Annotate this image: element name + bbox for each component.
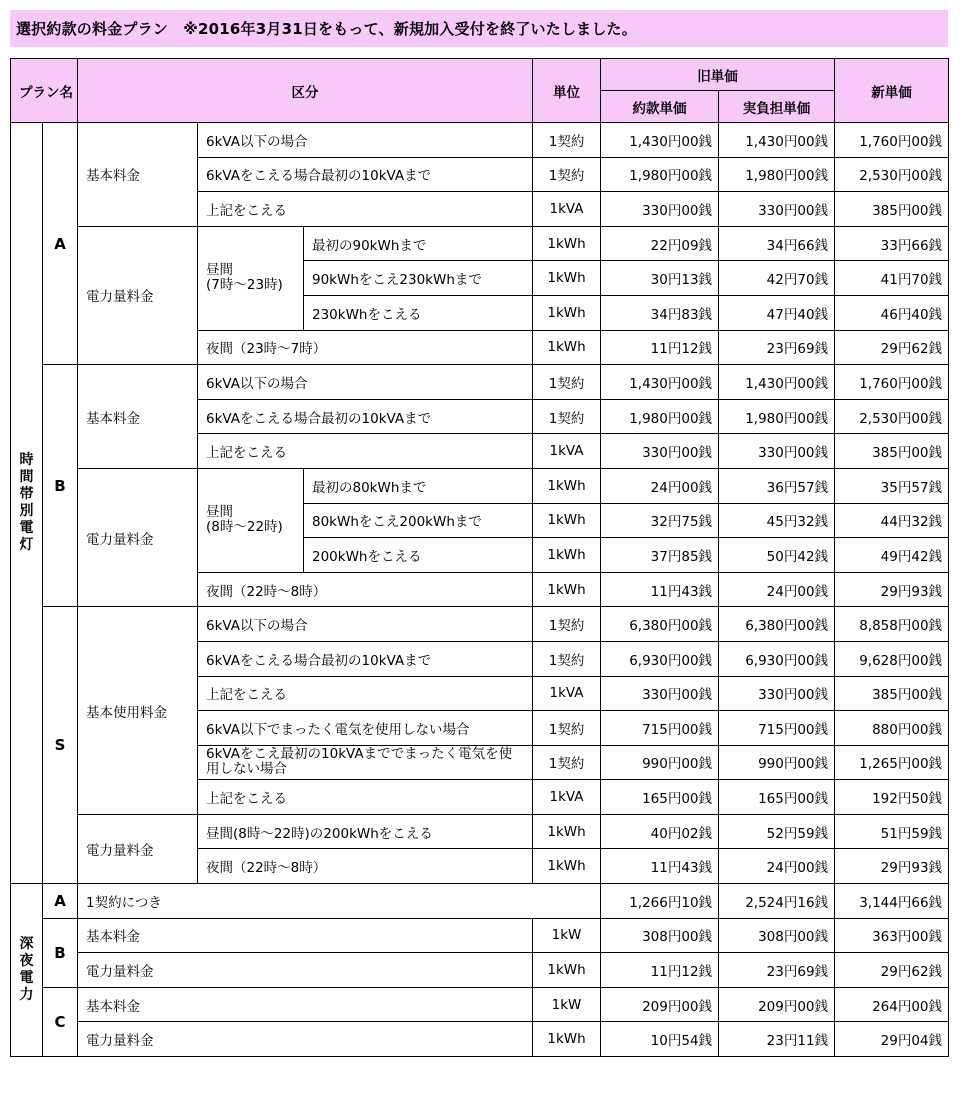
row-actual-price: 1,430円00銭	[719, 365, 835, 400]
row-unit: 1kWh	[533, 849, 601, 884]
row-new-price: 264円00銭	[835, 987, 949, 1022]
row-unit: 1kW	[533, 987, 601, 1022]
row-contract-price: 32円75銭	[601, 503, 719, 538]
row-contract-price: 990円00銭	[601, 745, 719, 780]
category-late-night: 深夜電力	[11, 884, 43, 1057]
row-new-price: 880円00銭	[835, 711, 949, 746]
row-contract-price: 165円00銭	[601, 780, 719, 815]
row-unit: 1契約	[533, 157, 601, 192]
row-description: 昼間(8時～22時)の200kWhをこえる	[198, 814, 533, 849]
row-unit: 1kWh	[533, 1022, 601, 1057]
row-actual-price: 308円00銭	[719, 918, 835, 953]
row-contract-price: 1,980円00銭	[601, 399, 719, 434]
row-contract-price: 30円13銭	[601, 261, 719, 296]
row-new-price: 385円00銭	[835, 676, 949, 711]
row-new-price: 2,530円00銭	[835, 399, 949, 434]
row-contract-price: 330円00銭	[601, 434, 719, 469]
plan-label: B	[43, 365, 78, 607]
plan-label: S	[43, 607, 78, 884]
row-unit: 1kW	[533, 918, 601, 953]
row-actual-price: 1,430円00銭	[719, 123, 835, 158]
row-new-price: 35円57銭	[835, 468, 949, 503]
row-new-price: 385円00銭	[835, 192, 949, 227]
row-actual-price: 6,380円00銭	[719, 607, 835, 642]
row-description: 最初の90kWhまで	[304, 226, 533, 261]
row-new-price: 1,265円00銭	[835, 745, 949, 780]
daytime-label: 昼間 (8時～22時)	[206, 504, 283, 536]
plan-label: B	[43, 918, 78, 987]
table-row	[11, 987, 949, 1022]
table-row	[11, 365, 949, 400]
row-unit: 1kVA	[533, 192, 601, 227]
row-contract-price: 11円12銭	[601, 953, 719, 988]
table-row	[11, 918, 949, 953]
plan-label: A	[43, 884, 78, 919]
row-contract-price: 1,430円00銭	[601, 365, 719, 400]
row-contract-price: 330円00銭	[601, 192, 719, 227]
tariff-table	[10, 58, 949, 1057]
table-row	[11, 953, 949, 988]
row-description: 基本料金	[78, 987, 533, 1022]
row-new-price: 29円93銭	[835, 572, 949, 607]
row-contract-price: 22円09銭	[601, 226, 719, 261]
row-description: 6kVA以下の場合	[198, 123, 533, 158]
row-contract-price: 6,380円00銭	[601, 607, 719, 642]
row-new-price: 1,760円00銭	[835, 123, 949, 158]
row-actual-price: 6,930円00銭	[719, 641, 835, 676]
row-subgroup-label	[198, 468, 304, 572]
row-actual-price: 50円42銭	[719, 538, 835, 573]
row-actual-price: 24円00銭	[719, 849, 835, 884]
row-actual-price: 165円00銭	[719, 780, 835, 815]
row-new-price: 51円59銭	[835, 814, 949, 849]
row-contract-price: 10円54銭	[601, 1022, 719, 1057]
table-row	[11, 226, 949, 261]
category-time-of-use: 時間帯別電灯	[11, 123, 43, 884]
row-group-label: 基本使用料金	[78, 607, 198, 815]
row-actual-price: 36円57銭	[719, 468, 835, 503]
row-group-label: 電力量料金	[78, 468, 198, 606]
row-contract-price: 715円00銭	[601, 711, 719, 746]
row-description: 1契約につき	[78, 884, 601, 919]
row-unit: 1契約	[533, 711, 601, 746]
row-unit: 1kWh	[533, 503, 601, 538]
row-description: 上記をこえる	[198, 192, 533, 227]
row-contract-price: 40円02銭	[601, 814, 719, 849]
row-new-price: 9,628円00銭	[835, 641, 949, 676]
row-description: 基本料金	[78, 918, 533, 953]
header-actual-price: 実負担単価	[719, 91, 835, 123]
table-row	[11, 884, 949, 919]
row-new-price: 2,530円00銭	[835, 157, 949, 192]
row-description: 6kVAをこえ最初の10kVAまででまったく電気を使用しない場合	[198, 745, 533, 780]
row-new-price: 41円70銭	[835, 261, 949, 296]
row-actual-price: 2,524円16銭	[719, 884, 835, 919]
row-actual-price: 23円69銭	[719, 330, 835, 365]
row-actual-price: 209円00銭	[719, 987, 835, 1022]
header-plan-name: プラン名	[11, 59, 78, 123]
row-contract-price: 34円83銭	[601, 295, 719, 330]
row-actual-price: 715円00銭	[719, 711, 835, 746]
row-description: 夜間（22時～8時）	[198, 572, 533, 607]
row-unit: 1契約	[533, 607, 601, 642]
row-description: 最初の80kWhまで	[304, 468, 533, 503]
row-description: 6kVA以下でまったく電気を使用しない場合	[198, 711, 533, 746]
header-old-price: 旧単価	[601, 59, 835, 91]
table-row	[11, 607, 949, 642]
row-unit: 1契約	[533, 641, 601, 676]
row-new-price: 385円00銭	[835, 434, 949, 469]
row-unit: 1kWh	[533, 572, 601, 607]
row-actual-price: 330円00銭	[719, 192, 835, 227]
row-contract-price: 11円43銭	[601, 849, 719, 884]
row-group-label: 電力量料金	[78, 814, 198, 883]
row-actual-price: 45円32銭	[719, 503, 835, 538]
row-unit: 1kVA	[533, 780, 601, 815]
row-description: 夜間（22時～8時）	[198, 849, 533, 884]
table-row	[11, 814, 949, 849]
row-new-price: 3,144円66銭	[835, 884, 949, 919]
row-actual-price: 990円00銭	[719, 745, 835, 780]
row-new-price: 33円66銭	[835, 226, 949, 261]
row-actual-price: 47円40銭	[719, 295, 835, 330]
row-unit: 1kVA	[533, 434, 601, 469]
row-contract-price: 1,430円00銭	[601, 123, 719, 158]
row-contract-price: 11円43銭	[601, 572, 719, 607]
row-contract-price: 37円85銭	[601, 538, 719, 573]
row-description: 6kVAをこえる場合最初の10kVAまで	[198, 157, 533, 192]
row-actual-price: 52円59銭	[719, 814, 835, 849]
row-new-price: 8,858円00銭	[835, 607, 949, 642]
row-contract-price: 1,980円00銭	[601, 157, 719, 192]
header-new-price: 新単価	[835, 59, 949, 123]
row-unit: 1kWh	[533, 295, 601, 330]
row-description: 6kVA以下の場合	[198, 365, 533, 400]
row-unit: 1契約	[533, 123, 601, 158]
row-description: 200kWhをこえる	[304, 538, 533, 573]
table-row	[11, 1022, 949, 1057]
row-new-price: 192円50銭	[835, 780, 949, 815]
row-unit: 1kWh	[533, 814, 601, 849]
row-new-price: 44円32銭	[835, 503, 949, 538]
row-actual-price: 1,980円00銭	[719, 157, 835, 192]
row-unit: 1kWh	[533, 468, 601, 503]
row-contract-price: 1,266円10銭	[601, 884, 719, 919]
table-row	[11, 468, 949, 503]
row-new-price: 29円62銭	[835, 330, 949, 365]
row-description: 上記をこえる	[198, 676, 533, 711]
row-new-price: 46円40銭	[835, 295, 949, 330]
row-unit: 1kWh	[533, 226, 601, 261]
row-actual-price: 1,980円00銭	[719, 399, 835, 434]
row-description: 6kVAをこえる場合最初の10kVAまで	[198, 641, 533, 676]
plan-label: C	[43, 987, 78, 1056]
row-description: 夜間（23時～7時）	[198, 330, 533, 365]
row-unit: 1kWh	[533, 953, 601, 988]
row-group-label: 電力量料金	[78, 226, 198, 364]
row-new-price: 49円42銭	[835, 538, 949, 573]
row-contract-price: 330円00銭	[601, 676, 719, 711]
plan-label: A	[43, 123, 78, 365]
row-description: 230kWhをこえる	[304, 295, 533, 330]
row-description: 電力量料金	[78, 1022, 533, 1057]
row-description: 電力量料金	[78, 953, 533, 988]
row-contract-price: 308円00銭	[601, 918, 719, 953]
row-new-price: 29円62銭	[835, 953, 949, 988]
row-contract-price: 6,930円00銭	[601, 641, 719, 676]
row-contract-price: 209円00銭	[601, 987, 719, 1022]
row-unit: 1kVA	[533, 676, 601, 711]
row-unit: 1契約	[533, 365, 601, 400]
header-contract-price: 約款単価	[601, 91, 719, 123]
table-row	[11, 123, 949, 158]
row-group-label: 基本料金	[78, 365, 198, 469]
row-actual-price: 23円69銭	[719, 953, 835, 988]
row-description: 上記をこえる	[198, 434, 533, 469]
row-actual-price: 330円00銭	[719, 676, 835, 711]
row-unit: 1kWh	[533, 330, 601, 365]
row-actual-price: 24円00銭	[719, 572, 835, 607]
row-new-price: 29円04銭	[835, 1022, 949, 1057]
row-unit: 1kWh	[533, 538, 601, 573]
header-division: 区分	[78, 59, 533, 123]
row-unit: 1契約	[533, 745, 601, 780]
row-new-price: 1,760円00銭	[835, 365, 949, 400]
row-new-price: 363円00銭	[835, 918, 949, 953]
row-description: 90kWhをこえ230kWhまで	[304, 261, 533, 296]
row-subgroup-label	[198, 226, 304, 330]
row-description: 80kWhをこえ200kWhまで	[304, 503, 533, 538]
row-actual-price: 42円70銭	[719, 261, 835, 296]
row-actual-price: 23円11銭	[719, 1022, 835, 1057]
daytime-label: 昼間 (7時～23時)	[206, 262, 283, 294]
row-contract-price: 11円12銭	[601, 330, 719, 365]
row-actual-price: 330円00銭	[719, 434, 835, 469]
row-description: 6kVA以下の場合	[198, 607, 533, 642]
row-description: 上記をこえる	[198, 780, 533, 815]
row-new-price: 29円93銭	[835, 849, 949, 884]
row-description: 6kVAをこえる場合最初の10kVAまで	[198, 399, 533, 434]
row-unit: 1契約	[533, 399, 601, 434]
header-unit: 単位	[533, 59, 601, 123]
row-group-label: 基本料金	[78, 123, 198, 227]
row-actual-price: 34円66銭	[719, 226, 835, 261]
page-title: 選択約款の料金プラン ※2016年3月31日をもって、新規加入受付を終了いたしました。	[10, 10, 948, 47]
row-contract-price: 24円00銭	[601, 468, 719, 503]
row-unit: 1kWh	[533, 261, 601, 296]
